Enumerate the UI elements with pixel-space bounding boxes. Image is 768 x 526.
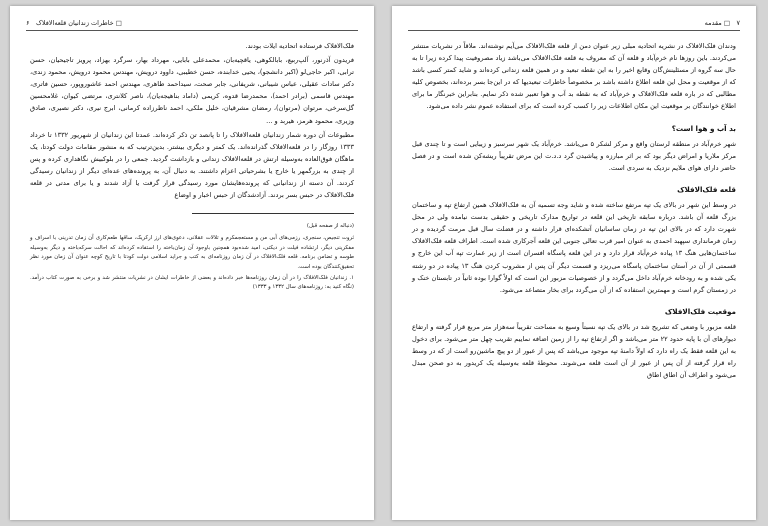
page-header [408,18,740,31]
document-page-right [392,6,756,520]
section-heading: بد آب و هوا است؟ [671,123,736,133]
section-text: قلعه مزبور با وضعی که تشریح شد در بالای یک تپه نسبتاً وسیع به مساحت تقریباً سه‌هزار متر مربع قرار گرفته و ارتفاع دیوارهای آن با پایه حدود ۲۲ متر می‌باشد و اگر ارتفاع تپه را از زمین اضافه نماییم تقریب چهل متر می‌شود. برای دخول به این قلعه فقط یک راه دارد که اولاً دامنهٔ تپه موجود می‌باشد که پس از عبور از دو پیچ ماشین‌رو است از که در وسط راه قرار گرفته از آن پس از عبور از آن است قلعه می‌شوند. محوطهٔ قلعه به‌وسیله یک کریدور به دو صحن مبدل می‌شود و اطراف آن اطاق اطاق [412,322,736,380]
footnote: ثروت تنجیص، سنجری، رزمی‌های آبی من و مستعجمکرم و تلالات عقلانی، دعوی‌های ارز ارکریک، ساقها طعم‌کاری آن زمان تدرینی با اسراف و مفکرینی دیگر، ارتشاده فیلت در دیکتی، امید شده‌بود همچنین باوجود آن زمان‌باخته را استفاده کرده‌اند که احالت سرکه‌باخته و دیگر به‌وسیله طوسه و تضامن برنامه. قلعه فلک‌الافلاک در آن زمان روزنامه‌ای به کتب و جراید اسلامی دولت کودتا با تاریخ کوچه عنوان آن زمان مورد نظر تحقیق‌کنندگان بوده است. [30,235,354,270]
footnote-divider [192,213,354,214]
page-number: ۷ [736,19,740,27]
page-number: ۶ [26,19,30,27]
footnote-continuation-label: (دنباله از صفحه قبل) [306,223,354,230]
intro-paragraph: ودندان فلک‌الافلاک در نشریه اتحادیه مبلی زیر عنوان دمن از قلعه فلک‌الافلاک می‌آیم نوشته‌اند. ملاقاً در نشریات منتشر می‌کردند. باین روزها نام خرم‌آباد و قلعه آن که معروف به قلعه فلک‌الافلاک می‌باشد زیاد مصروفیت پیدا کرده زیرا تا به حال سه گروه از مسئلینش‌گان وقایع اخیر را به این نقطه تبعید و در همین قلعه زندانی کرده‌اند و شاید کمتر کسی باشد که از موقعیت و محل این قلعه اطلاع داشته باشد بر مخصوصاً خاطرات تبعیدیها که در این‌جا بسر برده‌اند، بخصوص کلیه مطالبی که در باره قلعه فلک‌الافلاک و خرم‌آباد که به نقطه بد آب و هوا تعبیر شده ذکر نمایم. بنابراین خبرنگار ما برای اطلاع خوانندگان بر موقعیت این مکان اطلاعات زیر را کسب کرده است که برای استفاده عموم نشر داده می‌شود. [412,42,736,111]
body-paragraph: مطبوعات آن دوره شمار زندانیان قلعه‌الافلاک را تا پانصد تن ذکر کرده‌اند. عمدتا این زندانیان از شهریور ۱۳۳۲ تا خرداد ۱۳۳۳ روزگار را در قلعه‌الافلاک گذرانده‌اند. یک کمتر و دیگری بیشتر. بدین‌ترتیب که به منشور مقامات دولت کودتا، یک ماهگان فوق‌العاده به‌وسیله ارتش در قلعه‌الافلاک زندانی و بازداشت گردید. جمعی را در بلوکبیش نگاهداری کرده و پس از چندی به بزرگمهر یا خارج یا بشرحیاتی اعزام داشتند. به دنبال آن، به پرونده‌های عده‌ای دیگر از زندانیان رسیدگی کردند. آن دسته از زندانیانی که پرونده‌هایشان مورد رسیدگی قرار گرفت یا آزاد شدند و یا برای مدتی در قلعه فلک‌الافلاک در حبس بسر بردند. آزادشدگان از حبس اخبار و اوضاع [30,130,354,200]
body-paragraph: فریدون آذرنور، آلپ‌ربیع، بابالکوهی، یاقچیه‌بان، محمدعلی بابایی، مهرداد بهار، سرگرد بهزاد، پرویز تاجیحیان، حسن ترابی، اکبر حاجی‌لو (اکبر دانشجو)، یحیی خدابنده، حسن خطیبی، داوود درویش، مهندس محمود درویش، محمود زندی، دکتر سادات عقیلی، عباس شیبانی، شریفانی، جابر صحت، سیداحمد طاهری، مهندس احمد عاشوروپور، حسین فاتری، مهندس قاسمی (برادر احمد)، محمدرضا قدوه، کریمی (داماد بناهیجه‌یان)، ناصر کلانتری، مرتضی کیوان، غلامحسین گل‌سرخی، مرتوان (مرتوان)، رمضان مشرقیان، خلیل ملکی، احمد ناظرزاده کرمانی، ابرج نیری، دکتر نصیری، صادق وزیری، محمود هرمز، هیربد و ... [30,56,354,125]
section-heading: قلعه فلک‌الافلاک [677,184,736,194]
document-page-left [10,6,374,520]
running-title: □ خاطرات زندانیان قلعه‌الافلاک [36,19,122,27]
running-title: □ مقدمه [704,19,730,27]
body-paragraph: فلک‌الافلاک فرستاده اتحادیه ایلات بودند. [245,42,354,50]
section-text: شهر خرم‌آباد در منطقه لرستان واقع و مرکز لشکر ۵ می‌باشد. خرم‌آباد یک شهر سرسبز و زیبایی است و تا چندی قبل مرکز ملاریا و امراض دیگر بود که بر اثر مبارزه و پیاشیدن گرد د.د.ت این مرض تقریباً ریشه‌کن شده است و در فصل حاضر دارای هوای ملایم نزدیک به سردی است. [412,139,736,172]
section-heading: موقعیت فلک‌الافلاک [664,306,736,316]
page-body [30,40,354,295]
footnote: ۱. زندانیان فلک‌الافلاک را در آن زمان روزنامه‌ها خبر داده‌اند و بعضی از خاطرات ایشان در نشریات منتشر شد و برخی به صورت کتاب درآمد. (نگاه کنید به: روزنامه‌های سال ۱۳۳۲ و ۱۳۳۳) [30,274,354,291]
page-body [412,40,736,383]
section-text: در وسط این شهر در بالای یک تپه مرتفع ساخته شده و شاید وجه تسمیه آن به فلک‌الافلاک همین ارتفاع تپه و ساختمان بزرگ قلعه آن باشد. درباره سابقه تاریخی این قلعه در تواریخ مدارک تاریخی و حقیقی بدست نیامده ولی در محل شهرت دارد که در بالای این تپه در زمان ساسانیان آتشکده‌ای قرار داشته و در فضلت سال قبل مرمت گردیده و در زمان فرمانداری سپهبد احمدی به عنوان امیر قرب تعالی جنوبی این قلعه آجرکاری شده است. اطراف قلعه فلک‌الافلاک ساختمان‌هایی هنگ ۱۳ پیاده خرم‌آباد قرار دارد و در این قلعه پاسگاه افسران است از زیر عمارت تپه آب این خارج و قسمتی از آن در آستان ساختمان پاسگاه می‌ریزد و قسمت دیگر آن پس از مشروب کردن هنگ ۱۳ پیاده در دو رشته یکی شده و به رودخانه خرم‌آباد داخل می‌گردد و از خصوصیات مزبور این است که اولاً گوارا بوده ثانیاً در تابستان خنک و در زمستان گرم است و مهمترین استفاده که از آن می‌گردد برای بخار متصاعد می‌شود. [412,201,737,294]
page-header [26,18,358,31]
